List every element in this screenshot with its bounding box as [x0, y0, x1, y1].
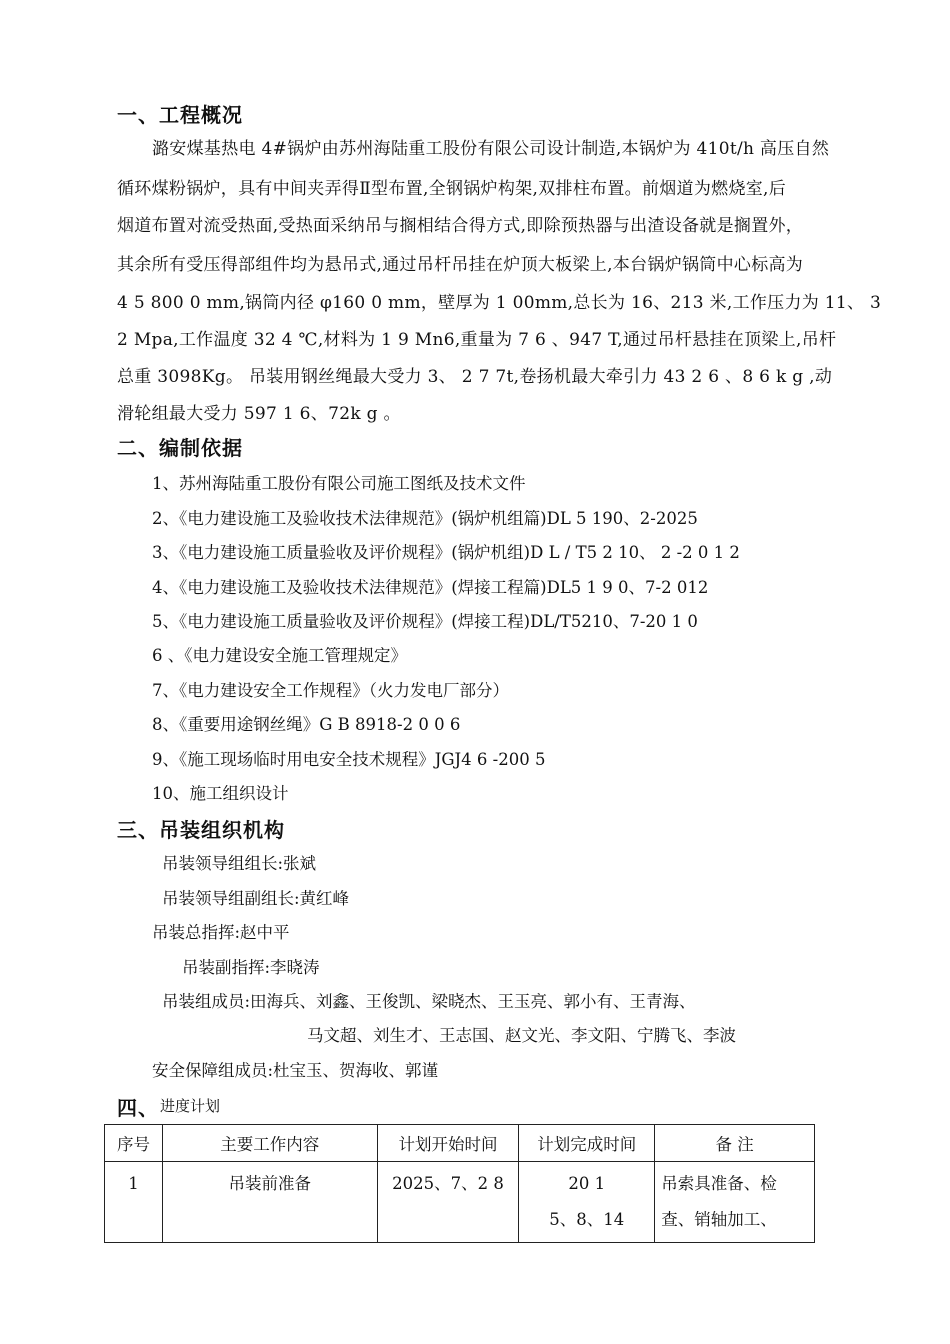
section1-line-4: 其余所有受压得部组件均为悬吊式,通过吊杆吊挂在炉顶大板梁上,本台锅炉锅筒中心标高为: [117, 255, 804, 275]
cell-end-line1: 20 1: [568, 1174, 606, 1193]
section1-line-1: 潞安煤基热电 4#锅炉由苏州海陆重工股份有限公司设计制造,本锅炉为 410t/h 高压自然: [152, 139, 830, 159]
cell-start: 2025、7、2 8: [377, 1162, 519, 1243]
reference-item: 1、苏州海陆重工股份有限公司施工图纸及技术文件: [152, 474, 526, 493]
cell-end: [519, 1162, 655, 1243]
cell-end-line2: 5、8、14: [549, 1210, 625, 1229]
org-safety: 安全保障组成员:杜宝玉、贺海收、郭谨: [152, 1061, 439, 1080]
org-members-line2: 马文超、刘生才、王志国、赵文光、李文阳、宁腾飞、李波: [307, 1026, 736, 1045]
reference-item: 6 、《电力建设安全施工管理规定》: [152, 646, 407, 665]
cell-note-line2: 查、销轴加工、: [661, 1210, 777, 1229]
table-row: [105, 1162, 815, 1243]
reference-item: 3、《电力建设施工质量验收及评价规程》(锅炉机组)D L / T5 2 10、 2 -2 0 1 2: [152, 543, 740, 562]
section1-line-7: 总重 3098Kg。 吊装用钢丝绳最大受力 3、 2 7 7t,卷扬机最大牵引力 43 2 6 、8 6 k g ,动: [117, 367, 833, 387]
section1-line-8: 滑轮组最大受力 597 1 6、72k g 。: [117, 404, 401, 424]
cell-task: 吊装前准备: [162, 1162, 377, 1243]
org-members-line1: 吊装组成员:田海兵、刘鑫、王俊凯、梁晓杰、王玉亮、郭小有、王青海、: [162, 992, 696, 1011]
section1-line-5: 4 5 800 0 mm,锅筒内径 φ160 0 mm，壁厚为 1 00mm,总长为 16、213 米,工作压力为 11、 3: [117, 293, 882, 313]
section4-heading-number: 四、: [117, 1096, 159, 1120]
reference-item: 5、《电力建设施工质量验收及评价规程》(焊接工程)DL/T5210、7-20 1 0: [152, 612, 698, 631]
reference-item: 2、《电力建设施工及验收技术法律规范》(锅炉机组篇)DL 5 190、2-2025: [152, 509, 698, 528]
section3-heading: 三、吊装组织机构: [117, 818, 285, 842]
reference-item: 8、《重要用途钢丝绳》G B 8918-2 0 0 6: [152, 715, 461, 734]
cell-note: [655, 1162, 815, 1243]
reference-item: 9、《施工现场临时用电安全技术规程》JGJ4 6 -200 5: [152, 750, 546, 769]
header-note: 备 注: [655, 1125, 815, 1162]
cell-no: 1: [105, 1162, 163, 1243]
schedule-table: [104, 1124, 815, 1243]
reference-item: 4、《电力建设施工及验收技术法律规范》(焊接工程篇)DL5 1 9 0、7-2 012: [152, 578, 709, 597]
table-header-row: [105, 1125, 815, 1162]
section1-line-6: 2 Mpa,工作温度 32 4 ℃,材料为 1 9 Mn6,重量为 7 6 、947 T,通过吊杆悬挂在顶梁上,吊杆: [117, 330, 837, 350]
section1-line-2: 循环煤粉锅炉，具有中间夹弄得Ⅱ型布置,全钢锅炉构架,双排柱布置。前烟道为燃烧室,后: [117, 179, 787, 199]
org-deputy-commander: 吊装副指挥:李晓涛: [182, 958, 320, 977]
org-leader: 吊装领导组组长:张斌: [162, 854, 317, 873]
section1-heading: 一、工程概况: [117, 103, 243, 127]
org-deputy-leader: 吊装领导组副组长:黄红峰: [162, 889, 350, 908]
section4-heading-text: 进度计划: [160, 1097, 221, 1115]
section1-line-3: 烟道布置对流受热面,受热面采纳吊与搁相结合得方式,即除预热器与出渣设备就是搁置外，: [117, 216, 804, 236]
header-start: 计划开始时间: [377, 1125, 519, 1162]
org-commander: 吊装总指挥:赵中平: [152, 923, 290, 942]
cell-note-line1: 吊索具准备、检: [661, 1174, 777, 1193]
reference-item: 10、施工组织设计: [152, 784, 289, 803]
header-end: 计划完成时间: [519, 1125, 655, 1162]
reference-item: 7、《电力建设安全工作规程》（火力发电厂部分）: [152, 681, 509, 700]
section2-heading: 二、编制依据: [117, 436, 243, 460]
header-no: 序号: [105, 1125, 163, 1162]
header-task: 主要工作内容: [162, 1125, 377, 1162]
